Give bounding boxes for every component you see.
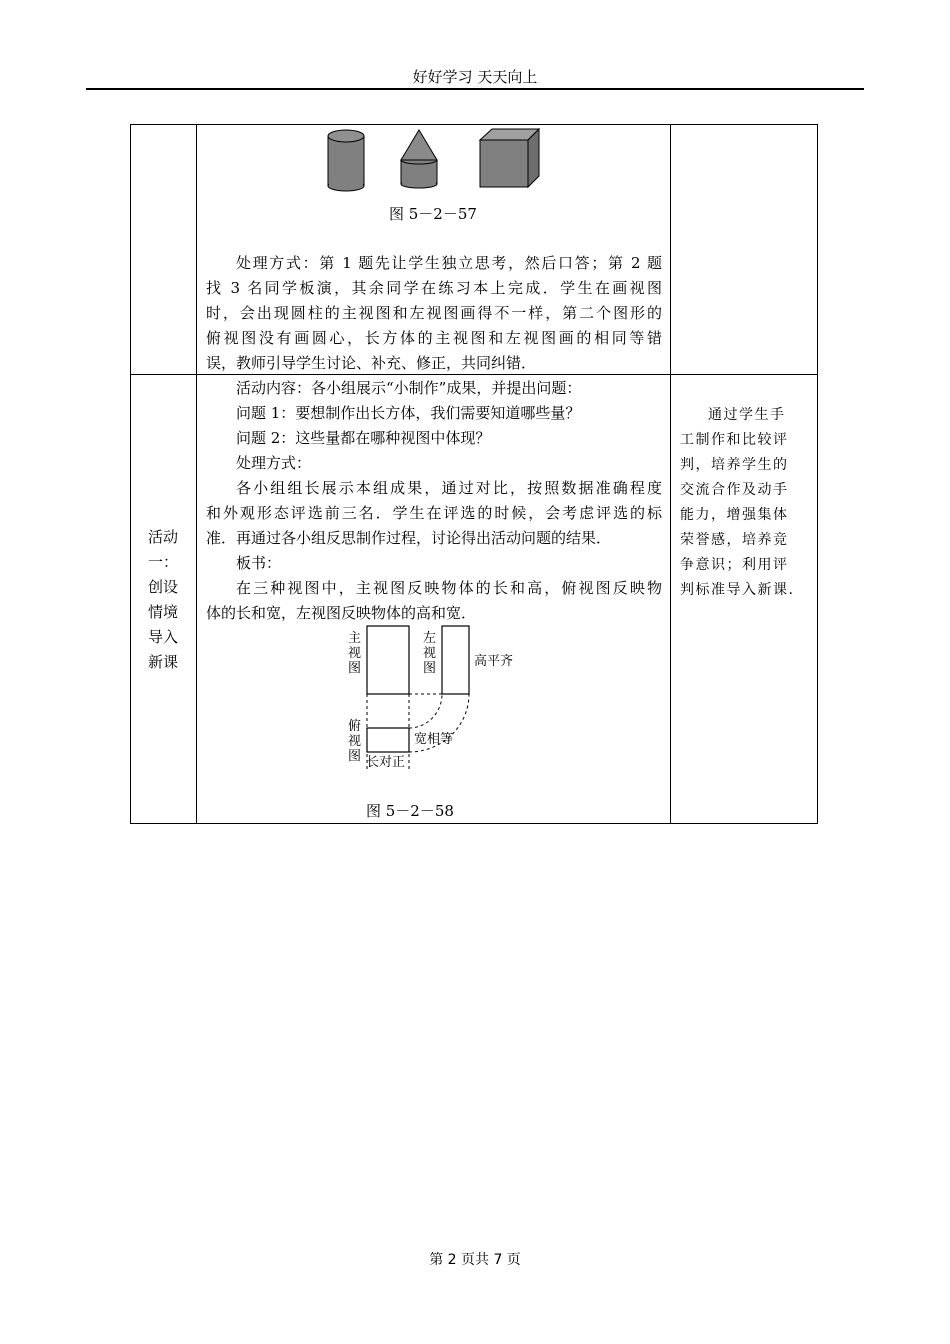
main-view-rect [367, 626, 409, 694]
header-rule [86, 88, 864, 90]
main-view-char: 主 [348, 631, 362, 646]
left-view-char: 图 [423, 661, 437, 676]
activity-label-line: 导入 [147, 628, 178, 646]
text-line: 各小组组长展示本组成果，通过对比，按照数据准确程度 [236, 479, 662, 497]
activity-label-line: 活动 [147, 528, 178, 546]
text-line: 找 3 名同学板演，其余同学在练习本上完成．学生在画视图 [206, 279, 662, 297]
activity-label-line: 情境 [147, 603, 178, 621]
activity-label-line: 创设 [147, 578, 178, 596]
page-header: 好好学习 天天向上 [412, 68, 538, 86]
intent-line: 能力，增强集体 [680, 507, 789, 523]
main-view-char: 图 [348, 661, 362, 676]
main-view-char: 视 [348, 646, 362, 661]
column-divider-1 [196, 125, 197, 823]
activity-label [131, 525, 195, 675]
intent-line: 通过学生手 [708, 407, 786, 423]
top-view-rect [367, 728, 409, 752]
left-view-char: 视 [423, 646, 437, 661]
text-line: 在三种视图中，主视图反映物体的长和高，俯视图反映物 [236, 579, 662, 597]
top-view-char: 图 [348, 749, 362, 764]
three-views-diagram [330, 620, 550, 775]
intent-line: 交流合作及动手 [680, 482, 789, 498]
intent-line: 工制作和比较评 [680, 432, 789, 448]
text-line: 俯视图没有画圆心，长方体的主视图和左视图画的相同等错 [206, 329, 662, 347]
text-line: 活动内容：各小组展示“小制作”成果，并提出问题： [236, 379, 582, 397]
height-label: 高平齐 [474, 654, 514, 669]
cone-cylinder-shape [401, 130, 437, 188]
text-line: 处理方式：第 1 题先让学生独立思考，然后口答；第 2 题 [236, 254, 662, 272]
row2-content [206, 376, 662, 626]
figure-caption-57: 图 5－2－57 [389, 205, 477, 223]
text-line: 误，教师引导学生讨论、补充、修正，共同纠错． [206, 354, 537, 372]
text-line: 体的长和宽，左视图反映物体的高和宽． [206, 604, 477, 622]
text-line: 处理方式： [236, 454, 312, 472]
top-view-char: 视 [348, 734, 362, 749]
cuboid-shape [480, 129, 539, 187]
cylinder-shape [328, 130, 364, 191]
left-view-char: 左 [423, 631, 437, 646]
figure-caption-58: 图 5－2－58 [366, 802, 454, 820]
row1-paragraph [206, 251, 662, 376]
intent-line: 争意识；利用评 [680, 557, 789, 573]
width-label: 宽相等 [414, 732, 454, 747]
text-line: 时，会出现圆柱的主视图和左视图画得不一样，第二个图形的 [206, 304, 662, 322]
top-view-char: 俯 [348, 719, 362, 734]
page-footer: 第 2 页共 7 页 [429, 1252, 521, 1268]
text-line: 准．再通过各小组反思制作过程，讨论得出活动问题的结果． [206, 529, 612, 547]
design-intent [680, 403, 810, 603]
text-line: 和外观形态评选前三名．学生在评选的时候，会考虑评选的标 [206, 504, 662, 522]
intent-line: 判，培养学生的 [680, 457, 789, 473]
solids-figure [320, 124, 550, 194]
text-line: 问题 2：这些量都在哪种视图中体现？ [236, 429, 491, 447]
left-view-rect [442, 626, 469, 694]
length-label: 长对正 [366, 755, 406, 770]
text-line: 板书： [236, 554, 282, 572]
text-line: 问题 1：要想制作出长方体，我们需要知道哪些量？ [236, 404, 581, 422]
intent-line: 判标准导入新课. [680, 582, 795, 598]
intent-line: 荣誉感，培养竞 [680, 532, 789, 548]
activity-label-line: 新课 [147, 653, 178, 671]
column-divider-2 [670, 125, 671, 823]
activity-label-line: 一： [147, 553, 178, 571]
